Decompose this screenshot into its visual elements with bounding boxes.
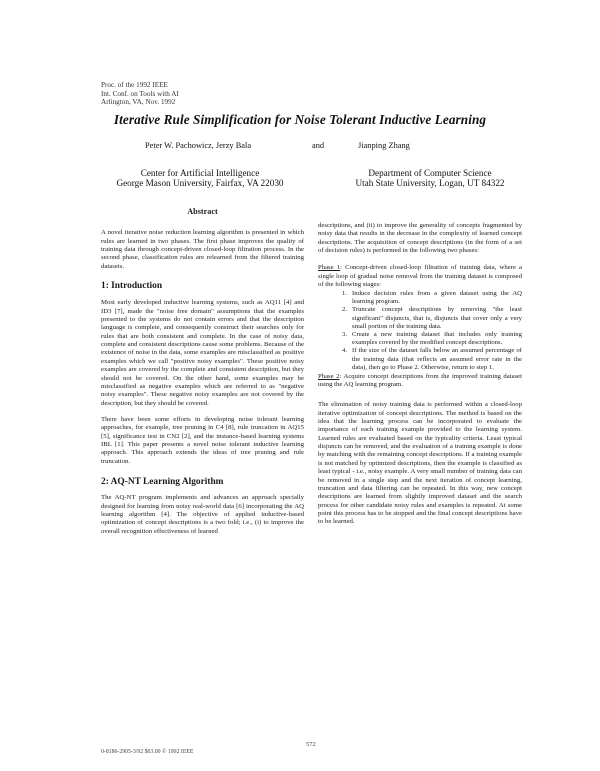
phase-2-text: : Acquire concept descriptions from the improved training dataset using the AQ learning program. [318, 373, 522, 389]
step-item [342, 290, 522, 306]
abstract-text: A novel iterative noise reduction learning algorithm is presented in which rules are learned in two phases. The first phase improves the quality of training data through concept-driven closed-loop filtration process. In the second phase, classification rules are relearned from the filtered training datasets. [101, 229, 304, 270]
right-column-final-paragraph: The elimination of noisy training data is performed within a closed-loop iterative optimization of concept descriptions. The method is based on the idea that the learning process can be incorporated to evaluate the importance of each training example provided to the learning system. Learned rules are evaluated based on the typicality criteria. Least typical disjuncts can be removed, and the evaluation of a training example is done by matching with the remaining concept descriptions. If a training example is not matched by optimized descriptions, then the example is classified as least typical - i.e., noisy example. A very small number of training data can be removed in a single step and the next iteration of concept learning, truncation and data filtering can be repeated. In this way, new concept descriptions are learned from slightly improved dataset and the search process for other candidate noisy rules and examples is repeated. At some point this process has to be stopped and the final concept descriptions have to be learned. [318, 401, 522, 526]
step-item [342, 306, 522, 331]
step-text: Create a new training dataset that includes only training examples covered by the modified concept descriptions. [352, 331, 522, 347]
step-number: 3. [342, 331, 348, 338]
section-2-heading: 2: AQ-NT Learning Algorithm [101, 476, 224, 487]
step-number: 1. [342, 289, 348, 297]
phase-1-block [318, 264, 522, 289]
affiliation-left [80, 168, 320, 188]
right-column [318, 222, 522, 527]
page-number: 572 [306, 741, 316, 748]
affiliation-left-line1: Center for Artificial Intelligence [140, 168, 260, 178]
section-1-heading: 1: Introduction [101, 281, 163, 292]
step-text: Truncate concept descriptions by removing "the least significant" disjuncts, that is, disjuncts that cover only a very small portion of the training data. [352, 306, 522, 330]
header-line-3: Arlington, VA, Nov. 1992 [101, 98, 176, 107]
header-line-2: Int. Conf. on Tools with AI [101, 89, 179, 98]
step-text: If the size of the dataset falls below an assumed percentage of the training data (that reflects an assumed error rate in the data), then go to Phase 2. Otherwise, return to step 1. [352, 347, 522, 371]
section-2-paragraph-1: The AQ-NT program implements and advances an approach specially designed for learning from noisy real-world data [6] incorporating the AQ learning algorithm [4]. The objective of applied inductive-based optimization of concept descriptions is a two fold; i.e., (i) to improve the overall recognition effectiveness of learned [101, 494, 304, 535]
phase-2-label: Phase 2 [318, 373, 340, 381]
affiliation-right-line2: Utah State University, Logan, UT 84322 [355, 178, 505, 188]
phase-2-block [318, 373, 522, 389]
section-1-paragraph-2: There have been some efforts in developing noise tolerant learning approaches, for example, tree pruning in C4 [8], rule truncation in AQ15 [5], significance test in CN2 [2], and the instance-based learning systems IBL [1]. This paper presents a novel noise tolerant inductive learning approach. This approach extends the ideas of tree pruning and rule truncation. [101, 415, 304, 465]
step-text: Induce decision rules from a given dataset using the AQ learning program. [352, 289, 522, 306]
authors-and: and [312, 141, 325, 150]
phase-1-steps [318, 290, 522, 372]
authors-right: Jianping Zhang [358, 141, 410, 150]
left-column [101, 208, 304, 536]
abstract-heading: Abstract [187, 207, 218, 216]
step-item [342, 347, 522, 372]
affiliation-right-line1: Department of Computer Science [368, 168, 492, 178]
paper-title: Iterative Rule Simplification for Noise Tolerant Inductive Learning [113, 112, 487, 127]
authors-left: Peter W. Pachowicz, Jerzy Bala [145, 141, 252, 150]
header-line-1: Proc. of the 1992 IEEE [101, 81, 168, 89]
proceedings-header [101, 81, 179, 107]
phase-1-label: Phase 1 [318, 264, 341, 272]
step-item [342, 331, 522, 347]
step-number: 4. [342, 347, 348, 355]
right-column-continuation: descriptions, and (ii) to improve the generality of concepts fragmented by noisy data that results in the decrease in the complexity of learned concept descriptions. The acquisition of concept descriptions (in the form of a set of decision rules) is performed in the following two phases: [318, 222, 522, 255]
step-number: 2. [342, 306, 348, 314]
affiliation-right [330, 168, 530, 188]
section-1-paragraph-1: Most early developed inductive learning systems, such as AQ11 [4] and ID3 [7], made the "noise free domain" assumptions that the examples presented to the systems do not contain errors and that the description language is complete, and consequently construct their searches only for rules that are both consistent and complete. In the case of noisy data, complete and consistent descriptions cause some problems. Because of the existence of noise in the data, some examples are misclassified as positive examples which we call "positive noisy examples". These positive noisy examples are covered by the complete and consistent description, but they should not be covered. On the other hand, some examples may be misclassified as negative examples which are referred to as "negative noisy examples". These negative noisy examples are not covered by the description, but they should be covered. [101, 299, 304, 407]
phase-1-text: : Concept-driven closed-loop filtration of training data, where a single loop of gradual noise removal from the training dataset is composed of the following stages: [318, 264, 523, 288]
affiliation-left-line2: George Mason University, Fairfax, VA 22030 [116, 178, 284, 188]
isbn-line: 0-8186-2905-3/92 $03.00 © 1992 IEEE [101, 749, 194, 755]
